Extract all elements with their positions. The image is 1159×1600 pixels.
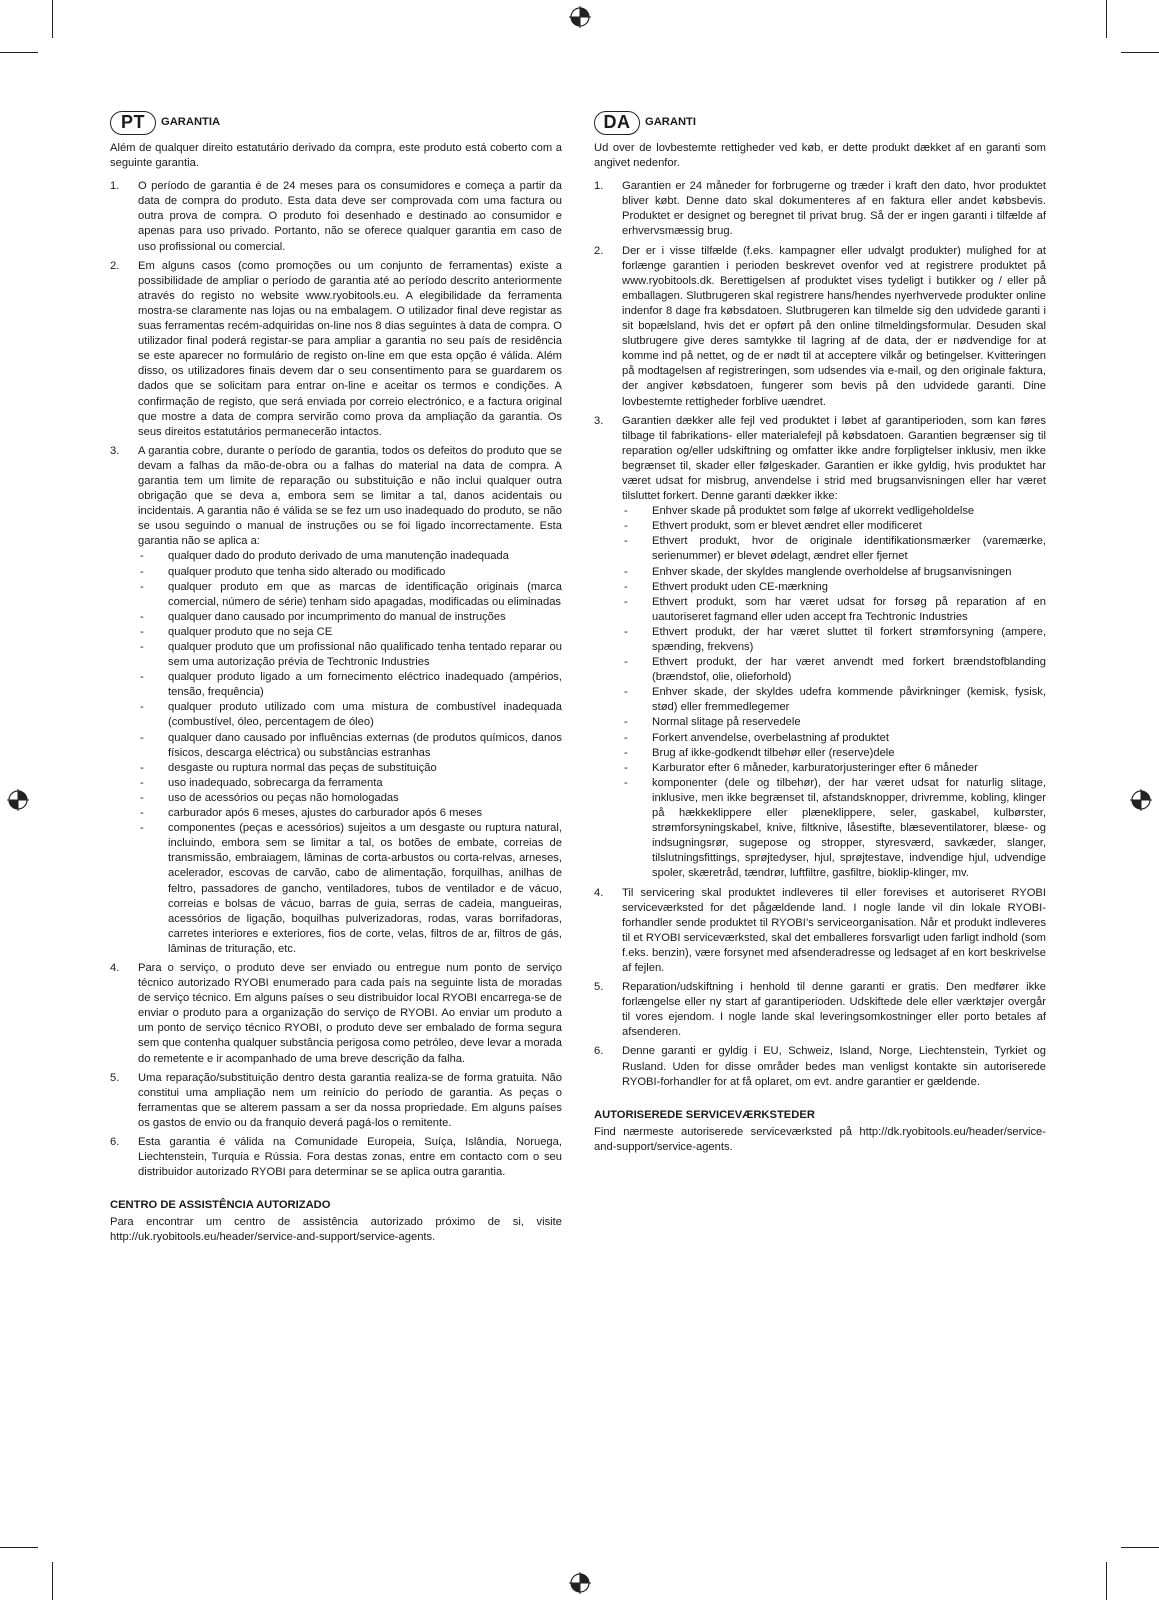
exclusion-text: Brug af ikke-godkendt tilbehør eller (reserve)dele <box>652 746 895 759</box>
dash-bullet-icon: - <box>140 671 144 684</box>
exclusion-item <box>622 595 1046 625</box>
registration-mark-icon <box>1130 789 1152 811</box>
term-item <box>110 1135 562 1180</box>
exclusion-item <box>138 821 562 957</box>
da-heading <box>594 110 1046 136</box>
dash-bullet-icon: - <box>140 610 144 623</box>
registration-mark-icon <box>7 789 29 811</box>
exclusion-text: uso inadequado, sobrecarga da ferramenta <box>168 776 383 789</box>
dash-bullet-icon: - <box>624 520 628 533</box>
exclusion-item <box>622 580 1046 595</box>
exclusion-item <box>622 625 1046 655</box>
dash-bullet-icon: - <box>624 776 628 789</box>
term-item <box>594 980 1046 1040</box>
exclusion-text: Enhver skade, der skyldes manglende overholdelse af brugsanvisningen <box>652 565 1012 578</box>
term-item <box>594 414 1046 882</box>
exclusion-text: componentes (peças e acessórios) sujeitos a um desgaste ou ruptura natural, incluindo, embora sem se limitar a tal, os botões de embate, correias de transmissão, embraiagem, lâminas de corta-arbustos ou corta-relvas, arneses, acelerador, escovas de carvão, cabo de alimentação, forquilhas, anilhas de feltro, passadores de gancho, ventiladores, tubos de ventilador e de vácuo, correias e bolsas de vácuo, barras de guia, serras de cadeia, mangueiras, acessórios de ligação, boquilhas pulverizadoras, rodas, varas borrifadoras, carretes interiores e exteriores, fios de corte, velas, filtros de ar, filtros de gás, lâminas de trituração, etc. <box>168 822 562 955</box>
term-item <box>594 244 1046 410</box>
term-text: Para o serviço, o produto deve ser enviado ou entregue num ponto de serviço técnico autorizado RYOBI enumerado para cada país na seguinte lista de moradas de serviço técnico. Em alguns países o seu distribuidor local RYOBI encarrega-se de enviar o produto para a organização do serviço de RYOBI. Ao enviar um produto a um ponto de serviço técnico RYOBI, o produto deve ser embalado de forma segura sem que contenha qualquer substância perigosa como petróleo, deve levar a morada do remetente e ir acompanhado de uma breve descrição da falha. <box>138 961 562 1065</box>
term-item <box>110 179 562 254</box>
exclusion-text: qualquer produto em que as marcas de identificação originais (marca comercial, número de série) tenham sido apagadas, modificadas ou eliminadas <box>168 580 562 608</box>
exclusion-text: Ethvert produkt, der har været anvendt med forkert brændstofblanding (brændstof, olie, olieforhold) <box>652 656 1046 684</box>
pt-warranty-section <box>110 110 562 1246</box>
exclusion-text: carburador após 6 meses, ajustes do carburador após 6 meses <box>168 807 483 820</box>
dash-bullet-icon: - <box>140 550 144 563</box>
dash-bullet-icon: - <box>624 716 628 729</box>
term-text: Garantien er 24 måneder for forbrugerne og træder i kraft den dato, hvor produktet bliver købt. Denne dato skal dokumenteres af en faktura eller andet købsbevis. Produktet er designet og beregnet til privat brug. Så der er ingen garanti i tilfælde af erhvervsmæssig brug. <box>622 180 1046 238</box>
registration-mark-icon <box>569 1572 591 1594</box>
term-number: 5. <box>594 981 604 994</box>
dash-bullet-icon: - <box>624 535 628 548</box>
crop-mark <box>0 52 38 53</box>
dash-bullet-icon: - <box>140 791 144 804</box>
exclusion-item <box>138 731 562 761</box>
exclusion-item <box>138 700 562 730</box>
exclusion-item <box>622 731 1046 746</box>
da-terms-list <box>594 179 1046 1090</box>
dash-bullet-icon: - <box>624 595 628 608</box>
exclusion-list <box>622 504 1046 881</box>
exclusion-item <box>622 504 1046 519</box>
exclusion-item <box>622 761 1046 776</box>
exclusion-text: komponenter (dele og tilbehør), der har været udsat for naturlig slitage, inklusive, men ikke begrænset til, afstandsknopper, drivremme, kobling, klinger på hækkeklippere eller plæneklippere, seler, gaskabel, kulbørster, strømforsyningskabel, knive, filtknive, låsestifte, blæseventilatorer, blæse- og indsugningsrør, sugepose og stropper, styresværd, savkæder, slanger, tilslutningsfittings, sprøjtedyser, hjul, sprøjtestave, indvendige hjul, udvendige spoler, skæretråd, tændrør, luftfiltre, gasfiltre, bioklip-klinger, mv. <box>652 776 1046 880</box>
crop-mark <box>1121 1547 1159 1548</box>
term-text: Uma reparação/substituição dentro desta garantia realiza-se de forma gratuita. Não constitui uma ampliação nem um reinício do período de garantia. As peças o ferramentas que se alterem passam a ser da nossa propriedade. Em alguns países os gastos de envio ou da franquio deverá pagá-los o remitente. <box>138 1071 562 1129</box>
term-item <box>594 179 1046 239</box>
term-item <box>110 1071 562 1131</box>
term-number: 6. <box>594 1045 604 1058</box>
crop-mark <box>52 0 53 38</box>
dash-bullet-icon: - <box>140 776 144 789</box>
exclusion-text: Enhver skade på produktet som følge af ukorrekt vedligeholdelse <box>652 505 975 518</box>
exclusion-text: qualquer produto utilizado com uma mistura de combustível inadequada (combustível, óleo, percentagem de óleo) <box>168 701 562 729</box>
exclusion-item <box>138 625 562 640</box>
term-text: Reparation/udskiftning i henhold til denne garanti er gratis. Den medfører ikke forlængelse eller ny start af garantiperioden. Udskiftede dele eller værktøjer overgår til vores ejendom. I nogle lande skal leveringsomkostninger eller porto betales af afsenderen. <box>622 981 1046 1039</box>
exclusion-item <box>622 519 1046 534</box>
dash-bullet-icon: - <box>140 701 144 714</box>
exclusion-text: qualquer dado do produto derivado de uma manutenção inadequada <box>168 550 509 563</box>
exclusion-text: Forkert anvendelse, overbelastning af produktet <box>652 731 889 744</box>
pt-service-text: Para encontrar um centro de assistência autorizado próximo de si, visite http://uk.ryobitools.eu/header/service-and-support/service-agents. <box>110 1216 562 1244</box>
term-number: 5. <box>110 1071 120 1084</box>
dash-bullet-icon: - <box>140 731 144 744</box>
exclusion-item <box>622 565 1046 580</box>
dash-bullet-icon: - <box>140 625 144 638</box>
crop-mark <box>1121 52 1159 53</box>
dash-bullet-icon: - <box>624 731 628 744</box>
pt-heading <box>110 110 562 136</box>
dash-bullet-icon: - <box>140 807 144 820</box>
term-number: 3. <box>594 414 604 427</box>
dash-bullet-icon: - <box>624 625 628 638</box>
pt-intro: Além de qualquer direito estatutário derivado da compra, este produto está coberto com a seguinte garantia. <box>110 142 562 170</box>
exclusion-text: Normal slitage på reservedele <box>652 716 801 729</box>
exclusion-item <box>138 670 562 700</box>
term-number: 3. <box>110 444 120 457</box>
term-number: 1. <box>594 180 604 193</box>
exclusion-item <box>138 776 562 791</box>
exclusion-text: qualquer produto ligado a um fornecimento eléctrico inadequado (ampérios, tensão, frequência) <box>168 671 562 699</box>
dash-bullet-icon: - <box>140 761 144 774</box>
da-title: GARANTI <box>645 116 696 129</box>
exclusion-text: uso de acessórios ou peças não homologadas <box>168 791 399 804</box>
dash-bullet-icon: - <box>624 656 628 669</box>
exclusion-item <box>138 791 562 806</box>
term-number: 4. <box>594 886 604 899</box>
exclusion-text: Ethvert produkt uden CE-mærkning <box>652 580 828 593</box>
term-number: 4. <box>110 961 120 974</box>
exclusion-text: Ethvert produkt, der har været sluttet til forkert strømforsyning (ampere, spænding, frekvens) <box>652 625 1046 653</box>
crop-mark <box>1106 1562 1107 1600</box>
exclusion-item <box>138 549 562 564</box>
exclusion-item <box>138 565 562 580</box>
term-text: Der er i visse tilfælde (f.eks. kampagner eller udvalgt produkter) mulighed for at forlænge garantien i perioden beskrevet ovenfor ved at registrere produktet på www.ryobitools.dk. Berettigelsen af produktet vises tydeligt i butikker og / eller på emballagen. Slutbrugeren skal registrere hans/hendes nyerhvervede produkter online indenfor 8 dage fra købsdatoen. Slutbrugeren kan tilmelde sig den udvidede garanti i sit bopælsland, hvis det er opført på den online tilmeldingsformular. Desuden skal slutbrugere give deres samtykke til lagring af de data, der er nødvendige for at komme ind på nettet, og de er nødt til at acceptere vilkår og betingelser. Kvitteringen på modtagelsen af registreringen, som udsendes via e-mail, og den originale faktura, der angiver købsdatoen, fungerer som bevis på den udvidede garanti. Dine lovbestemte rettigheder forblive uændret. <box>622 244 1046 408</box>
term-item <box>110 444 562 957</box>
exclusion-item <box>622 655 1046 685</box>
exclusion-item <box>622 715 1046 730</box>
term-number: 1. <box>110 180 120 193</box>
exclusion-item <box>138 580 562 610</box>
crop-mark <box>1106 0 1107 38</box>
dash-bullet-icon: - <box>624 761 628 774</box>
da-service-title: AUTORISEREDE SERVICEVÆRKSTEDER <box>594 1108 815 1121</box>
da-service-text: Find nærmeste autoriserede serviceværksted på http://dk.ryobitools.eu/header/service-and-support/service-agents. <box>594 1125 1046 1153</box>
pt-terms-list <box>110 179 562 1180</box>
registration-mark-icon <box>569 6 591 28</box>
term-text: Denne garanti er gyldig i EU, Schweiz, Island, Norge, Liechtenstein, Tyrkiet og Rusland. Uden for disse områder bedes man venligst kontakte sin autoriserede RYOBI-forhandler for at få oplaret, om evt. andre garantier er gældende. <box>622 1045 1046 1088</box>
exclusion-list <box>138 549 562 957</box>
exclusion-item <box>622 746 1046 761</box>
exclusion-item <box>138 806 562 821</box>
dash-bullet-icon: - <box>624 686 628 699</box>
term-text: A garantia cobre, durante o período de garantia, todos os defeitos do produto que se devam a falhas da mão-de-obra ou a falhas do material na data de compra. A garantia tem um limite de reparação ou substituição e não inclui qualquer outra obrigação que se deva a, embora sem se limitar a tal, danos acidentais ou incidentais. A garantia não é válida se se fez um uso inadequado do produto, se não se usou seguindo o manual de instruções ou se foi ligado incorrectamente. Esta garantia não se aplica a: <box>138 444 562 548</box>
exclusion-text: qualquer dano causado por incumprimento do manual de instruções <box>168 610 506 623</box>
crop-mark <box>52 1562 53 1600</box>
dash-bullet-icon: - <box>624 565 628 578</box>
term-item <box>594 1044 1046 1089</box>
pt-service-title: CENTRO DE ASSISTÊNCIA AUTORIZADO <box>110 1199 331 1212</box>
exclusion-item <box>138 610 562 625</box>
term-item <box>110 961 562 1067</box>
exclusion-text: Karburator efter 6 måneder, karburatorjusteringer efter 6 måneder <box>652 761 978 774</box>
exclusion-item <box>622 685 1046 715</box>
da-language-badge: DA <box>594 111 640 135</box>
exclusion-text: Ethvert produkt, hvor de originale identifikationsmærker (varemærke, serienummer) er blevet ødelagt, ændret eller fjernet <box>652 535 1046 563</box>
dash-bullet-icon: - <box>624 580 628 593</box>
term-number: 2. <box>110 259 120 272</box>
exclusion-text: Enhver skade, der skyldes udefra kommende påvirkninger (kemisk, fysisk, stød) eller fremmedlegemer <box>652 686 1046 714</box>
exclusion-item <box>622 776 1046 882</box>
term-text: O período de garantia é de 24 meses para os consumidores e começa a partir da data de compra do produto. Esta data deve ser comprovada com uma factura ou outra prova de compra. O produto foi desenhado e destinado ao consumidor e apenas para uso privado. Portanto, não se oferece qualquer garantia em caso de uso profissional ou comercial. <box>138 180 562 253</box>
exclusion-text: qualquer produto que tenha sido alterado ou modificado <box>168 565 446 578</box>
term-text: Esta garantia é válida na Comunidade Europeia, Suíça, Islândia, Noruega, Liechtenstein, Turquia e Rússia. Fora destas zonas, entre em contacto com o seu distribuidor autorizado RYOBI para determinar se se aplica outra garantia. <box>138 1136 562 1179</box>
term-number: 6. <box>110 1136 120 1148</box>
pt-title: GARANTIA <box>161 116 221 129</box>
exclusion-item <box>138 640 562 670</box>
exclusion-text: Ethvert produkt, som er blevet ændret eller modificeret <box>652 520 922 533</box>
da-warranty-section <box>594 110 1046 1155</box>
dash-bullet-icon: - <box>624 505 628 518</box>
exclusion-item <box>138 761 562 776</box>
exclusion-text: Ethvert produkt, som har været udsat for forsøg på reparation af en uautoriseret fagmand eller uden accept fra Techtronic Industries <box>652 595 1046 623</box>
term-item <box>594 886 1046 977</box>
dash-bullet-icon: - <box>140 822 144 835</box>
term-text: Em alguns casos (como promoções ou um conjunto de ferramentas) existe a possibilidade de ampliar o período de garantia até ao período descrito anteriormente através do registo no website www.ryobitools.eu. A elegibilidade da ferramenta mostra-se claramente nas lojas ou na embalagem. O utilizador final deve registar as suas ferramentas recém-adquiridas on-line nos 8 dias seguintes à data de compra. O utilizador final poderá registar-se para ampliar a garantia no seu país de residência se este aparecer no formulário de registo on-line em que esta opção é válida. Além disso, os utilizadores finais devem dar o seu consentimento para se guardarem os dados que se solicitam para entrar on-line e aceitar os termos e condições. A confirmação de registo, que será enviada por correio electrónico, e a factura original que mostre a data de compra servirão como prova da ampliação da garantia. Os seus direitos estatutários permanecerão intactos. <box>138 259 562 438</box>
exclusion-item <box>622 534 1046 564</box>
dash-bullet-icon: - <box>140 641 144 653</box>
da-intro: Ud over de lovbestemte rettigheder ved køb, er dette produkt dækket af en garanti som angivet nedenfor. <box>594 142 1046 170</box>
dash-bullet-icon: - <box>140 580 144 593</box>
term-number: 2. <box>594 244 604 257</box>
dash-bullet-icon: - <box>624 746 628 759</box>
crop-mark <box>0 1547 38 1548</box>
dash-bullet-icon: - <box>140 565 144 578</box>
pt-language-badge: PT <box>110 111 156 135</box>
exclusion-text: desgaste ou ruptura normal das peças de substituição <box>168 761 437 774</box>
term-text: Garantien dækker alle fejl ved produktet i løbet af garantiperioden, som kan føres tilbage til fabrikations- eller materialefejl på købsdatoen. Garantien begrænser sig til reparation og/eller udskiftning og omfatter ikke andre forpligtelser inklusiv, men ikke begrænset til, skader eller følgeskader. Garantien er ikke gyldig, hvis produktet har været udsat for misbrug, anvendelse i strid med brugsanvisningen eller har været tilsluttet forkert. Denne garanti dækker ikke: <box>622 414 1046 503</box>
term-text: Til servicering skal produktet indleveres til eller forevises et autoriseret RYOBI serviceværksted for det pågældende land. I nogle lande vil din lokale RYOBI-forhandler sende produktet til RYOBI’s serviceorganisation. Når et produkt indleveres til et RYOBI serviceværksted, skal det emballeres forsvarligt uden farligt indhold (som f.eks. benzin), være forsynet med afsenderadresse og ledsaget af en kort beskrivelse af fejlen. <box>622 886 1046 974</box>
exclusion-text: qualquer produto que no seja CE <box>168 625 333 638</box>
term-item <box>110 259 562 440</box>
exclusion-text: qualquer produto que um profissional não qualificado tenha tentado reparar ou sem uma autorização prévia de Techtronic Industries <box>168 641 562 669</box>
exclusion-text: qualquer dano causado por influências externas (de produtos químicos, danos físicos, descarga eléctrica) ou substâncias estranhas <box>168 731 562 759</box>
